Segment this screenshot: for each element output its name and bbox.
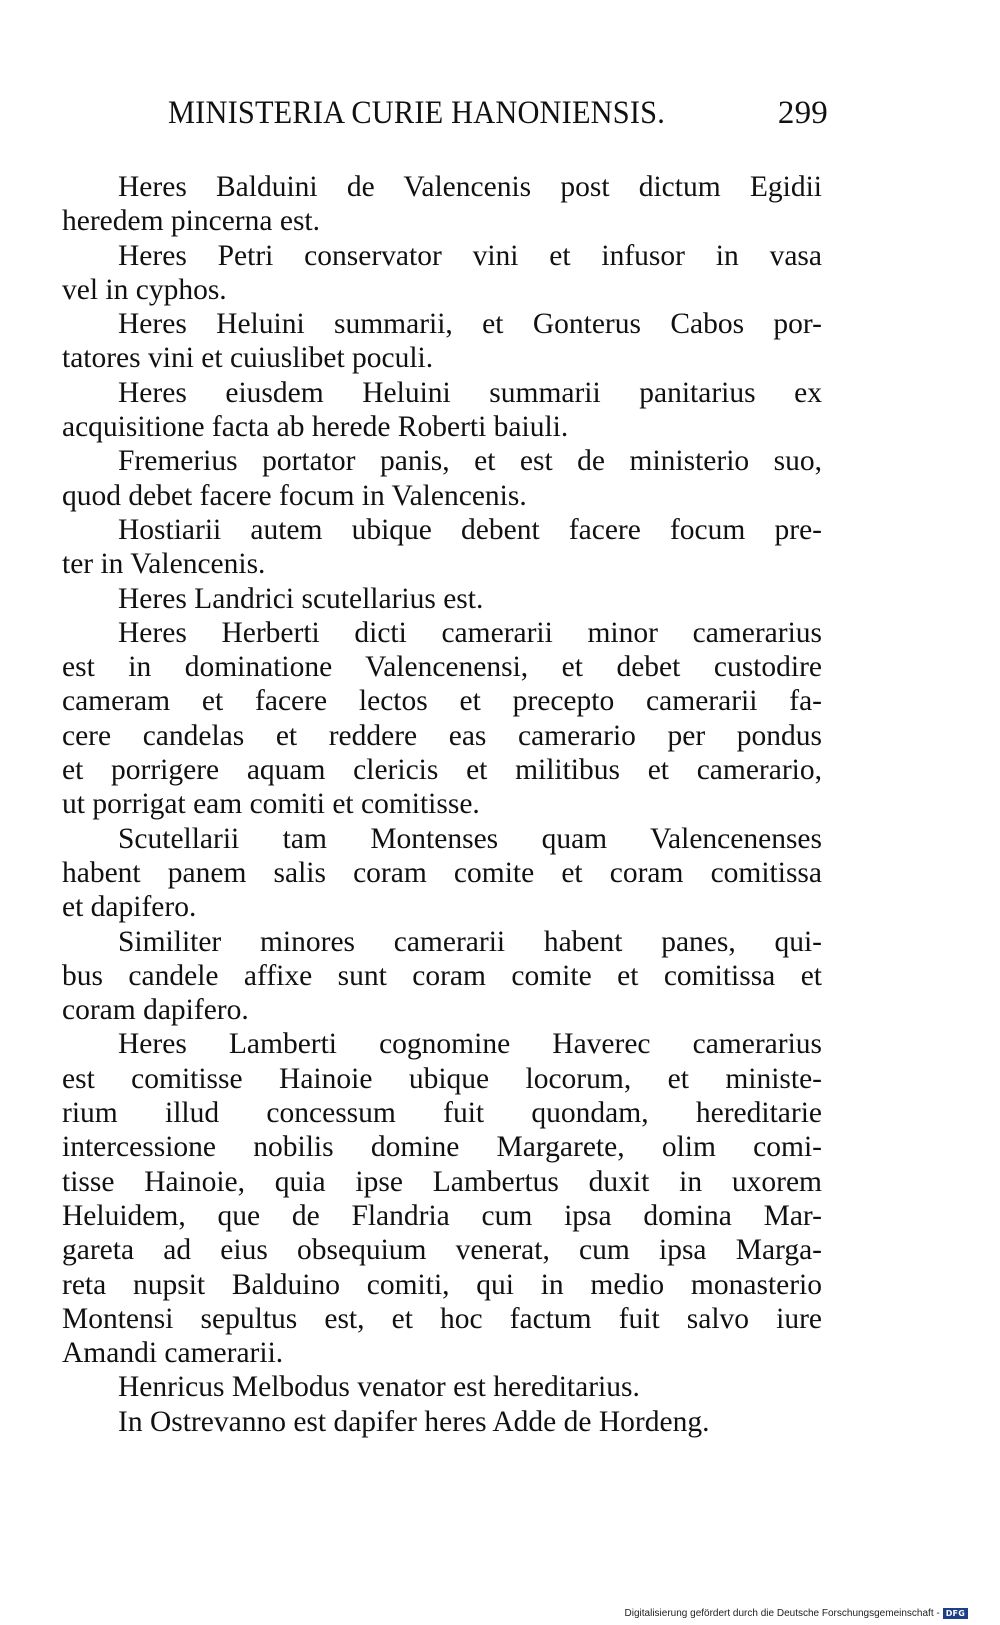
text-line: acquisitione facta ab herede Roberti baiuli.: [62, 411, 569, 444]
text-line: Heluidem, que de Flandria cum ipsa domina Mar-: [62, 1199, 822, 1232]
text-line: habent panem salis coram comite et coram comitissa: [62, 856, 822, 889]
text-line: ter in Valencenis.: [62, 548, 266, 581]
text-line: Amandi camerarii.: [62, 1337, 284, 1370]
text-line: Fremerius portator panis, et est de ministerio suo,: [118, 445, 822, 478]
text-line: Montensi sepultus est, et hoc factum fuit salvo iure: [62, 1302, 822, 1335]
text-line: cameram et facere lectos et precepto camerarii fa-: [62, 685, 822, 718]
text-line: intercessione nobilis domine Margarete, olim comi-: [62, 1131, 822, 1164]
text-line: tisse Hainoie, quia ipse Lambertus duxit in uxorem: [62, 1165, 822, 1198]
text-line: est comitisse Hainoie ubique locorum, et ministe-: [62, 1062, 822, 1095]
text-line: rium illud concessum fuit quondam, hereditarie: [62, 1097, 822, 1130]
text-line: quod debet facere focum in Valencenis.: [62, 479, 527, 512]
page-number: 299: [777, 95, 828, 131]
text-line: et dapifero.: [62, 891, 197, 924]
text-line: tatores vini et cuiuslibet poculi.: [62, 342, 434, 375]
text-line: Hostiarii autem ubique debent facere focum pre-: [118, 513, 822, 546]
text-line: gareta ad eius obsequium venerat, cum ipsa Marga-: [62, 1234, 822, 1267]
text-line: Scutellarii tam Montenses quam Valencenenses: [118, 822, 822, 855]
text-line: Heres Landrici scutellarius est.: [118, 582, 484, 615]
dfg-logo: DFG: [943, 1608, 968, 1619]
text-line: Heres Heluini summarii, et Gonterus Cabos por-: [118, 308, 822, 341]
text-line: In Ostrevanno est dapifer heres Adde de Hordeng.: [118, 1405, 710, 1438]
text-line: et porrigere aquam clericis et militibus et camerario,: [62, 754, 822, 787]
text-line: reta nupsit Balduino comiti, qui in medio monasterio: [62, 1268, 822, 1301]
text-line: Heres Herberti dicti camerarii minor camerarius: [118, 616, 822, 649]
running-head: [168, 95, 828, 145]
digitization-credit: [625, 1608, 968, 1619]
text-line: Henricus Melbodus venator est hereditarius.: [118, 1371, 640, 1404]
text-line: heredem pincerna est.: [62, 205, 320, 238]
text-line: est in dominatione Valencenensi, et debet custodire: [62, 651, 822, 684]
text-line: Heres Balduini de Valencenis post dictum Egidii: [118, 171, 822, 203]
text-line: cere candelas et reddere eas camerario per pondus: [62, 719, 822, 752]
text-line: Similiter minores camerarii habent panes, qui-: [118, 925, 822, 958]
text-line: Heres Petri conservator vini et infusor in vasa: [118, 239, 822, 272]
running-title: MINISTERIA CURIE HANONIENSIS.: [168, 95, 666, 131]
text-line: bus candele affixe sunt coram comite et comitissa et: [62, 959, 822, 992]
text-line: ut porrigat eam comiti et comitisse.: [62, 788, 480, 821]
text-line: Heres eiusdem Heluini summarii panitarius ex: [118, 376, 822, 409]
text-line: Heres Lamberti cognomine Haverec camerarius: [118, 1028, 822, 1061]
text-line: vel in cyphos.: [62, 273, 227, 306]
body-text: [62, 170, 822, 1439]
credit-text: Digitalisierung gefördert durch die Deutsche Forschungsgemeinschaft -: [624, 1608, 940, 1619]
text-line: coram dapifero.: [62, 994, 249, 1027]
